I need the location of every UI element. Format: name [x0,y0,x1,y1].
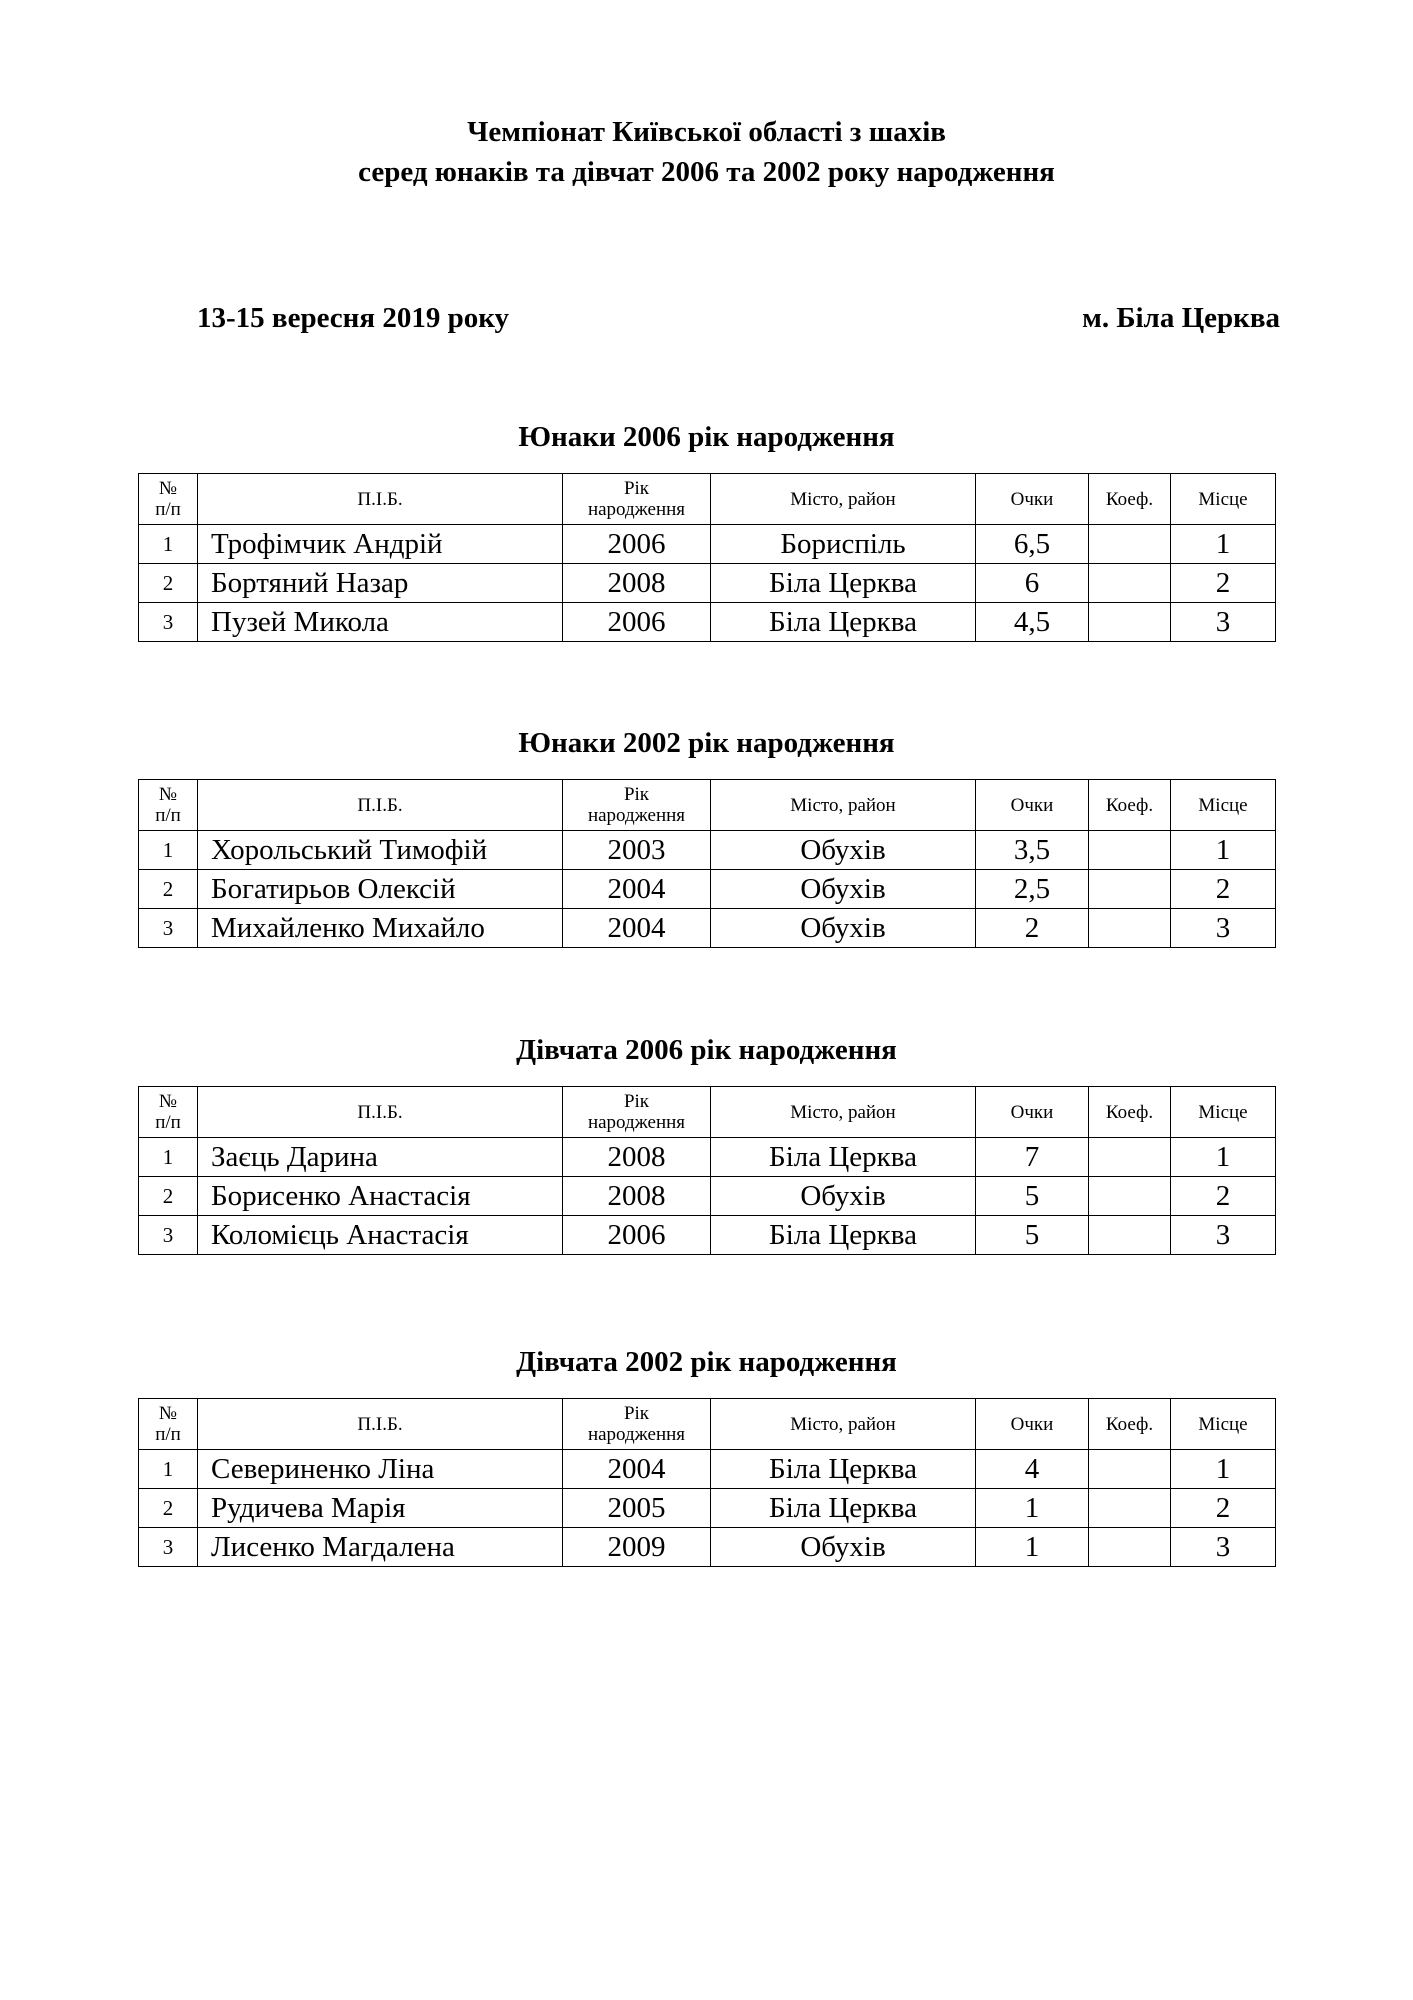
year-cell: 2009 [563,1528,711,1567]
results-section [138,723,1275,948]
points-column-header-text: Очки [1010,794,1054,816]
year-column-header-text: Рік [623,1403,650,1424]
points-cell: 1 [976,1489,1089,1528]
city-cell: Обухів [711,831,976,870]
table-row [139,525,1276,564]
num-column-header-text: № [158,1403,178,1424]
place-column-header [1171,780,1276,831]
table-row [139,1489,1276,1528]
coef-cell [1089,831,1171,870]
name-column-header-text: П.І.Б. [357,488,403,510]
num-column-header-text: п/п [155,499,181,520]
place-column-header-text: Місце [1198,1101,1248,1123]
place-column-header-text: Місце [1198,1413,1248,1435]
coef-column-header-text: Коеф. [1105,1413,1154,1435]
coef-cell [1089,870,1171,909]
num-column-header [139,1087,198,1138]
points-column-header [976,1087,1089,1138]
points-column-header-text: Очки [1010,1413,1054,1435]
place-column-header-text: Місце [1198,488,1248,510]
points-cell: 2,5 [976,870,1089,909]
name-column-header [198,474,563,525]
year-cell: 2004 [563,909,711,948]
table-row [139,831,1276,870]
points-cell: 6,5 [976,525,1089,564]
name-cell: Лисенко Магдалена [198,1528,563,1567]
city-column-header-text: Місто, район [790,488,896,510]
table-header-row [139,780,1276,831]
city-cell: Бориспіль [711,525,976,564]
points-cell: 4,5 [976,603,1089,642]
city-column-header-text: Місто, район [790,1413,896,1435]
table-row [139,1177,1276,1216]
num-column-header-text: № [158,478,178,499]
num-column-header [139,1399,198,1450]
city-cell: Біла Церква [711,1450,976,1489]
place-cell: 3 [1171,1216,1276,1255]
num-cell: 2 [139,1177,198,1216]
num-column-header-text: п/п [155,1112,181,1133]
year-column-header [563,1399,711,1450]
name-column-header-text: П.І.Б. [357,1101,403,1123]
city-column-header [711,1399,976,1450]
results-section [138,417,1275,642]
points-cell: 2 [976,909,1089,948]
name-column-header [198,1087,563,1138]
results-table [138,1398,1276,1567]
num-cell: 3 [139,603,198,642]
points-column-header [976,780,1089,831]
city-cell: Біла Церква [711,1216,976,1255]
section-title: Дівчата 2006 рік народження [516,1034,897,1066]
num-column-header [139,474,198,525]
table-row [139,564,1276,603]
table-row [139,1450,1276,1489]
points-cell: 4 [976,1450,1089,1489]
name-column-header [198,1399,563,1450]
coef-cell [1089,1138,1171,1177]
coef-cell [1089,909,1171,948]
results-section [138,1342,1275,1567]
points-column-header-text: Очки [1010,488,1054,510]
year-cell: 2008 [563,1177,711,1216]
name-cell: Михайленко Михайло [198,909,563,948]
num-column-header-text: № [158,784,178,805]
coef-cell [1089,525,1171,564]
place-cell: 1 [1171,831,1276,870]
year-column-header-text: Рік [623,1091,650,1112]
year-cell: 2004 [563,870,711,909]
num-cell: 2 [139,870,198,909]
points-column-header-text: Очки [1010,1101,1054,1123]
city-cell: Обухів [711,1177,976,1216]
coef-cell [1089,1216,1171,1255]
city-cell: Біла Церква [711,1138,976,1177]
year-cell: 2008 [563,1138,711,1177]
year-column-header-text: народження [587,499,686,520]
coef-cell [1089,564,1171,603]
city-cell: Біла Церква [711,1489,976,1528]
place-cell: 2 [1171,564,1276,603]
coef-column-header [1089,1399,1171,1450]
results-table [138,779,1276,948]
results-table [138,1086,1276,1255]
title-line-2: серед юнаків та дівчат 2006 та 2002 року народження [358,156,1055,188]
name-cell: Борисенко Анастасія [198,1177,563,1216]
num-column-header-text: п/п [155,1424,181,1445]
city-column-header-text: Місто, район [790,1101,896,1123]
coef-column-header-text: Коеф. [1105,1101,1154,1123]
num-cell: 3 [139,1216,198,1255]
document-title [0,112,1413,192]
place-cell: 2 [1171,1177,1276,1216]
name-column-header [198,780,563,831]
place-column-header [1171,474,1276,525]
num-column-header [139,780,198,831]
year-column-header-text: народження [587,1424,686,1445]
points-cell: 6 [976,564,1089,603]
num-cell: 3 [139,1528,198,1567]
name-cell: Севериненко Ліна [198,1450,563,1489]
coef-column-header [1089,474,1171,525]
place-cell: 1 [1171,525,1276,564]
year-cell: 2006 [563,525,711,564]
num-cell: 1 [139,1138,198,1177]
coef-column-header [1089,780,1171,831]
table-row [139,1216,1276,1255]
year-cell: 2003 [563,831,711,870]
num-cell: 3 [139,909,198,948]
event-date: 13-15 вересня 2019 року [197,302,509,334]
points-column-header [976,1399,1089,1450]
coef-cell [1089,1177,1171,1216]
name-cell: Богатирьов Олексій [198,870,563,909]
points-cell: 1 [976,1528,1089,1567]
city-column-header [711,1087,976,1138]
city-cell: Біла Церква [711,603,976,642]
year-column-header [563,474,711,525]
name-cell: Хорольський Тимофій [198,831,563,870]
table-row [139,870,1276,909]
year-column-header [563,780,711,831]
name-column-header-text: П.І.Б. [357,1413,403,1435]
num-cell: 2 [139,564,198,603]
year-cell: 2008 [563,564,711,603]
title-line-1: Чемпіонат Київської області з шахів [467,116,946,148]
num-cell: 2 [139,1489,198,1528]
points-cell: 3,5 [976,831,1089,870]
event-city: м. Біла Церква [1082,302,1280,334]
year-cell: 2006 [563,603,711,642]
num-column-header-text: № [158,1091,178,1112]
table-header-row [139,1399,1276,1450]
year-cell: 2004 [563,1450,711,1489]
name-cell: Бортяний Назар [198,564,563,603]
results-section [138,1030,1275,1255]
num-cell: 1 [139,525,198,564]
city-column-header-text: Місто, район [790,794,896,816]
table-header-row [139,1087,1276,1138]
place-cell: 1 [1171,1138,1276,1177]
place-cell: 1 [1171,1450,1276,1489]
table-row [139,603,1276,642]
place-cell: 2 [1171,870,1276,909]
coef-cell [1089,1528,1171,1567]
name-cell: Трофімчик Андрій [198,525,563,564]
place-cell: 2 [1171,1489,1276,1528]
table-row [139,909,1276,948]
year-column-header-text: Рік [623,784,650,805]
coef-cell [1089,1489,1171,1528]
section-title: Юнаки 2006 рік народження [518,421,895,453]
section-title: Дівчата 2002 рік народження [516,1346,897,1378]
points-cell: 5 [976,1177,1089,1216]
year-cell: 2006 [563,1216,711,1255]
place-column-header [1171,1087,1276,1138]
points-column-header [976,474,1089,525]
table-row [139,1528,1276,1567]
place-column-header [1171,1399,1276,1450]
city-cell: Обухів [711,909,976,948]
points-cell: 5 [976,1216,1089,1255]
name-cell: Рудичева Марія [198,1489,563,1528]
table-header-row [139,474,1276,525]
city-column-header [711,474,976,525]
place-cell: 3 [1171,1528,1276,1567]
year-column-header-text: Рік [623,478,650,499]
name-cell: Заєць Дарина [198,1138,563,1177]
num-cell: 1 [139,831,198,870]
coef-cell [1089,603,1171,642]
name-cell: Пузей Микола [198,603,563,642]
table-row [139,1138,1276,1177]
year-column-header-text: народження [587,805,686,826]
section-title: Юнаки 2002 рік народження [518,727,895,759]
points-cell: 7 [976,1138,1089,1177]
num-cell: 1 [139,1450,198,1489]
place-column-header-text: Місце [1198,794,1248,816]
num-column-header-text: п/п [155,805,181,826]
results-table [138,473,1276,642]
city-column-header [711,780,976,831]
coef-column-header [1089,1087,1171,1138]
coef-cell [1089,1450,1171,1489]
year-column-header-text: народження [587,1112,686,1133]
city-cell: Біла Церква [711,564,976,603]
name-column-header-text: П.І.Б. [357,794,403,816]
city-cell: Обухів [711,870,976,909]
coef-column-header-text: Коеф. [1105,488,1154,510]
city-cell: Обухів [711,1528,976,1567]
place-cell: 3 [1171,603,1276,642]
year-column-header [563,1087,711,1138]
year-cell: 2005 [563,1489,711,1528]
place-cell: 3 [1171,909,1276,948]
name-cell: Коломієць Анастасія [198,1216,563,1255]
coef-column-header-text: Коеф. [1105,794,1154,816]
